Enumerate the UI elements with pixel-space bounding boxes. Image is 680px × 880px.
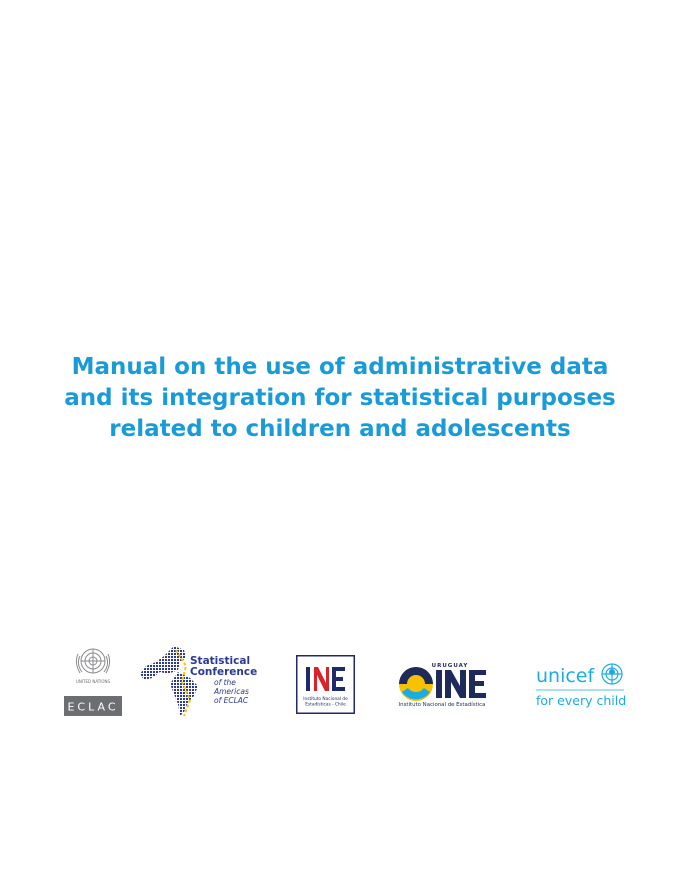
ine-chile-mark-icon	[296, 655, 355, 714]
ine-uy-country: URUGUAY	[431, 663, 469, 669]
eclac-label: ECLAC	[67, 700, 119, 714]
sca-line-2: Conference	[190, 666, 258, 678]
ine-chile-subtitle-2: Estadísticas - Chile	[305, 702, 346, 708]
unicef-tagline: for every child	[536, 693, 627, 708]
ine-uruguay-mark-icon	[394, 660, 490, 708]
ine-uy-subtitle: Instituto Nacional de Estadística	[398, 702, 486, 708]
statistical-conference-logo	[138, 644, 258, 718]
unicef-emblem-icon	[532, 660, 628, 710]
eclac-logo	[62, 644, 124, 718]
unicef-logo	[532, 660, 628, 710]
eclac-top-text: UNITED NATIONS	[75, 679, 111, 684]
ine-chile-subtitle-1: Instituto Nacional de	[303, 697, 348, 702]
title-line-3: related to children and adolescents	[109, 416, 571, 442]
sca-line-4: Americas	[214, 687, 249, 696]
sca-line-5: of ECLAC	[214, 696, 249, 705]
ine-chile-logo	[296, 655, 355, 714]
unicef-name: unicef	[536, 665, 595, 687]
un-emblem-icon	[62, 644, 124, 718]
document-title	[40, 352, 640, 445]
sca-line-3: of the	[214, 678, 236, 687]
sca-line-1: Statistical	[190, 655, 251, 667]
title-line-2: and its integration for statistical purposes	[64, 385, 616, 411]
title-line-1: Manual on the use of administrative data	[71, 354, 609, 380]
ine-uruguay-logo	[394, 660, 490, 708]
americas-map-icon	[138, 644, 258, 718]
